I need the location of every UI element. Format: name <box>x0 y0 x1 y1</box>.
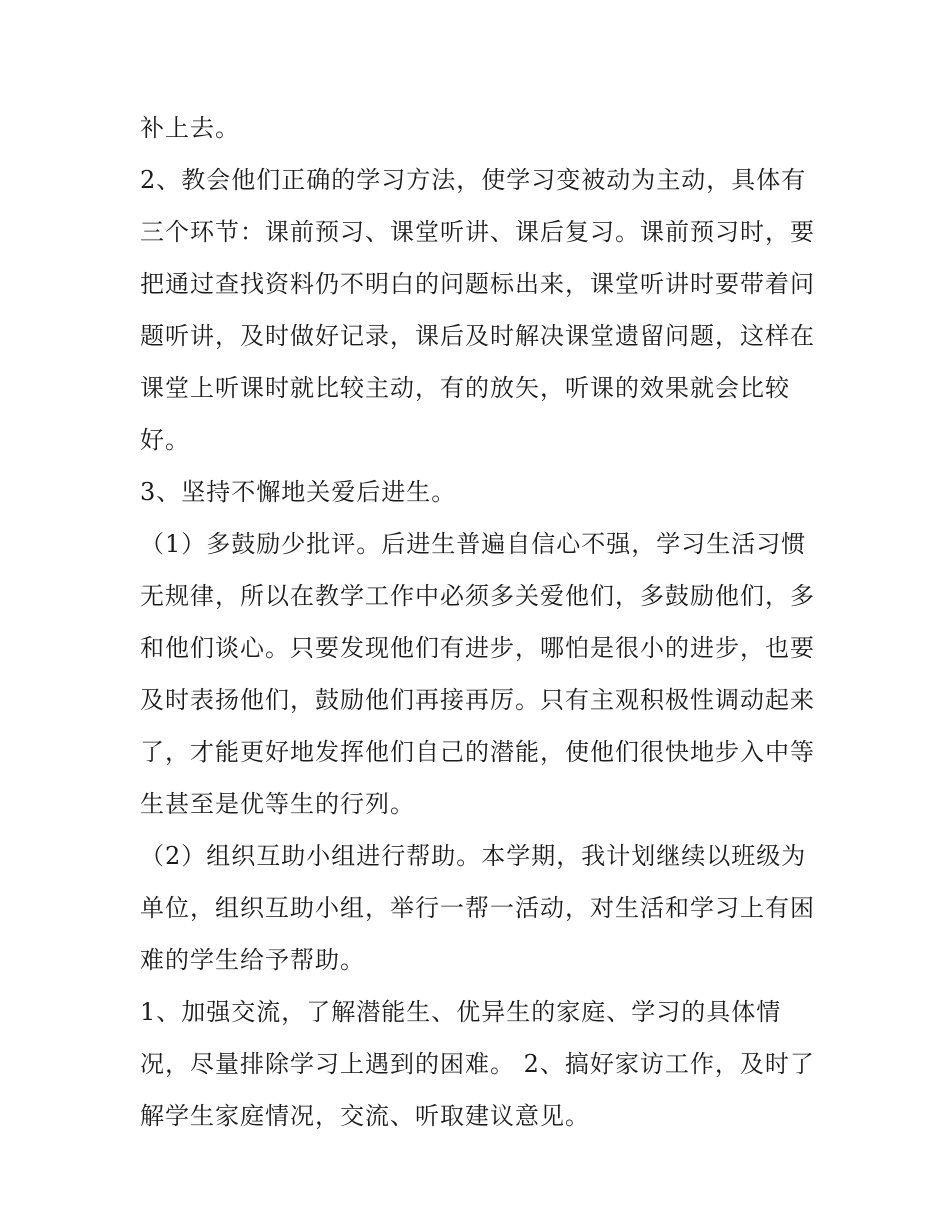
text-line: 况，尽量排除学习上遇到的困难。 2、搞好家访工作，及时了 <box>140 1050 815 1078</box>
text-line: 解学生家庭情况，交流、听取建议意见。 <box>140 1102 590 1130</box>
text-line: 三个环节：课前预习、课堂听讲、课后复习。课前预习时，要 <box>140 218 815 246</box>
text-line: （1）多鼓励少批评。后进生普遍自信心不强，学习生活习惯 <box>140 530 807 558</box>
text-line: （2）组织互助小组进行帮助。本学期，我计划继续以班级为 <box>140 842 807 870</box>
text-line: 单位，组织互助小组，举行一帮一活动，对生活和学习上有困 <box>140 894 815 922</box>
text-line: 1、加强交流，了解潜能生、优异生的家庭、学习的具体情 <box>140 998 782 1026</box>
text-line: 把通过查找资料仍不明白的问题标出来，课堂听讲时要带着问 <box>140 270 815 298</box>
text-line: 及时表扬他们，鼓励他们再接再厉。只有主观积极性调动起来 <box>140 686 815 714</box>
text-line: 生甚至是优等生的行列。 <box>140 790 415 818</box>
text-line: 难的学生给予帮助。 <box>140 946 365 974</box>
text-line: 3、坚持不懈地关爱后进生。 <box>140 478 457 506</box>
text-line: 2、教会他们正确的学习方法，使学习变被动为主动，具体有 <box>140 166 807 194</box>
text-line: 了，才能更好地发挥他们自己的潜能，使他们很快地步入中等 <box>140 738 815 766</box>
text-line: 题听讲，及时做好记录，课后及时解决课堂遗留问题，这样在 <box>140 322 815 350</box>
text-line: 课堂上听课时就比较主动，有的放矢，听课的效果就会比较 <box>140 374 790 402</box>
text-line: 和他们谈心。只要发现他们有进步，哪怕是很小的进步，也要 <box>140 634 815 662</box>
text-line: 无规律，所以在教学工作中必须多关爱他们，多鼓励他们，多 <box>140 582 815 610</box>
text-line: 好。 <box>140 426 190 454</box>
text-line: 补上去。 <box>140 114 240 142</box>
